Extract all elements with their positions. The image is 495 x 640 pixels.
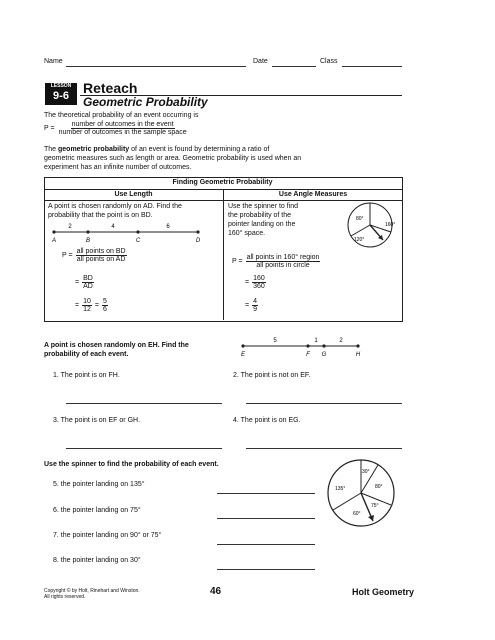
formula-numerator: number of outcomes in the event	[71, 121, 174, 128]
section1-instructions: A point is chosen randomly on EH. Find the probability of each event.	[44, 342, 189, 358]
point-b: B	[85, 238, 91, 244]
exercise-spinner	[323, 455, 403, 535]
length-step2: = $\frac{BD}{AD}$	[75, 275, 93, 290]
length-instructions: A point is chosen randomly on AD. Find the probability that the point is on BD.	[48, 203, 182, 219]
answer-3[interactable]	[66, 448, 222, 449]
book-title: Holt Geometry	[352, 587, 415, 597]
point-e: E	[240, 352, 246, 358]
segment-length-fg: 1	[314, 338, 318, 344]
point-d: D	[195, 238, 201, 244]
table-title: Finding Geometric Probability	[172, 179, 273, 186]
page-subtitle: Geometric Probability	[83, 95, 208, 109]
answer-6[interactable]	[217, 518, 315, 519]
spinner-label-80: 80°	[375, 484, 383, 490]
question-1: 1. The point is on FH.	[53, 372, 120, 379]
copyright: Copyright © by Holt, Rinehart and Winston. All rights reserved.	[44, 588, 140, 600]
segment-length-cd: 6	[166, 224, 170, 230]
question-6: 6. the pointer landing on 75°	[53, 507, 141, 514]
date-label: Date	[253, 58, 268, 65]
answer-4[interactable]	[246, 448, 402, 449]
point-f: F	[306, 352, 310, 358]
segment-length-ab: 2	[68, 224, 72, 230]
spinner-label-120: 120°	[354, 237, 365, 243]
question-5: 5. the pointer landing on 135°	[53, 481, 145, 488]
segment-length-bc: 4	[111, 224, 115, 230]
angle-step2: = $\frac{160}{360}$	[245, 275, 265, 290]
class-label: Class	[320, 58, 338, 65]
angle-instructions: Use the spinner to find the probability of the pointer landing on the 160° space.	[228, 203, 299, 237]
question-3: 3. The point is on EF or GH.	[53, 417, 141, 424]
spinner-label-30: 30°	[362, 469, 370, 475]
spinner-label-80: 80°	[356, 216, 364, 222]
answer-2[interactable]	[246, 403, 402, 404]
length-formula: P = $\frac{\text{all points on BD}}{\text{all points on AD}}$	[62, 248, 126, 263]
segment-eh	[238, 334, 368, 358]
lesson-badge-label: LESSON	[50, 83, 72, 89]
angle-formula: P = $\frac{\text{all points in 160° region}}{\text{all points in circle}}$	[232, 254, 320, 269]
geo-definition: The geometric probability of an event is found by determining a ratio of geometric measures such as length or area. Geometric probability is used when an experiment has an infinite number of outcomes.	[44, 146, 302, 171]
spinner-label-160: 160°	[385, 222, 396, 228]
date-field[interactable]	[272, 66, 316, 67]
answer-1[interactable]	[66, 403, 222, 404]
example-spinner	[340, 200, 400, 250]
length-step3: = $\frac{10}{12}$ = $\frac{5}{6}$	[75, 298, 107, 313]
answer-7[interactable]	[217, 544, 315, 545]
segment-ad	[48, 220, 223, 246]
point-h: H	[355, 352, 361, 358]
answer-5[interactable]	[217, 493, 315, 494]
point-a: A	[51, 238, 57, 244]
name-field[interactable]	[66, 66, 246, 67]
section2-instructions: Use the spinner to find the probability of each event.	[44, 461, 219, 468]
spinner-label-60: 60°	[353, 511, 361, 517]
answer-8[interactable]	[217, 569, 315, 570]
lesson-number: 9-6	[53, 90, 69, 102]
p-label: P =	[44, 125, 55, 132]
question-2: 2. The point is not on EF.	[233, 372, 311, 379]
intro-line: The theoretical probability of an event occurring is	[44, 112, 199, 119]
col-header-length: Use Length	[114, 191, 153, 198]
probability-formula	[44, 121, 188, 136]
point-g: G	[321, 352, 327, 358]
name-label: Name	[44, 58, 63, 65]
page-number: 46	[210, 586, 222, 597]
class-field[interactable]	[342, 66, 402, 67]
point-c: C	[135, 238, 141, 244]
segment-length-ef: 5	[273, 338, 277, 344]
page-title: Reteach	[83, 80, 138, 96]
spinner-label-135: 135°	[335, 486, 346, 492]
question-4: 4. The point is on EG.	[233, 417, 301, 424]
col-header-angle: Use Angle Measures	[278, 191, 348, 198]
angle-step3: = $\frac{4}{9}$	[245, 298, 257, 313]
spinner-label-75: 75°	[371, 503, 379, 509]
formula-denominator: number of outcomes in the sample space	[58, 129, 187, 136]
question-7: 7. the pointer landing on 90° or 75°	[53, 532, 162, 539]
segment-length-gh: 2	[339, 338, 343, 344]
lesson-badge	[45, 83, 77, 105]
question-8: 8. the pointer landing on 30°	[53, 557, 141, 564]
